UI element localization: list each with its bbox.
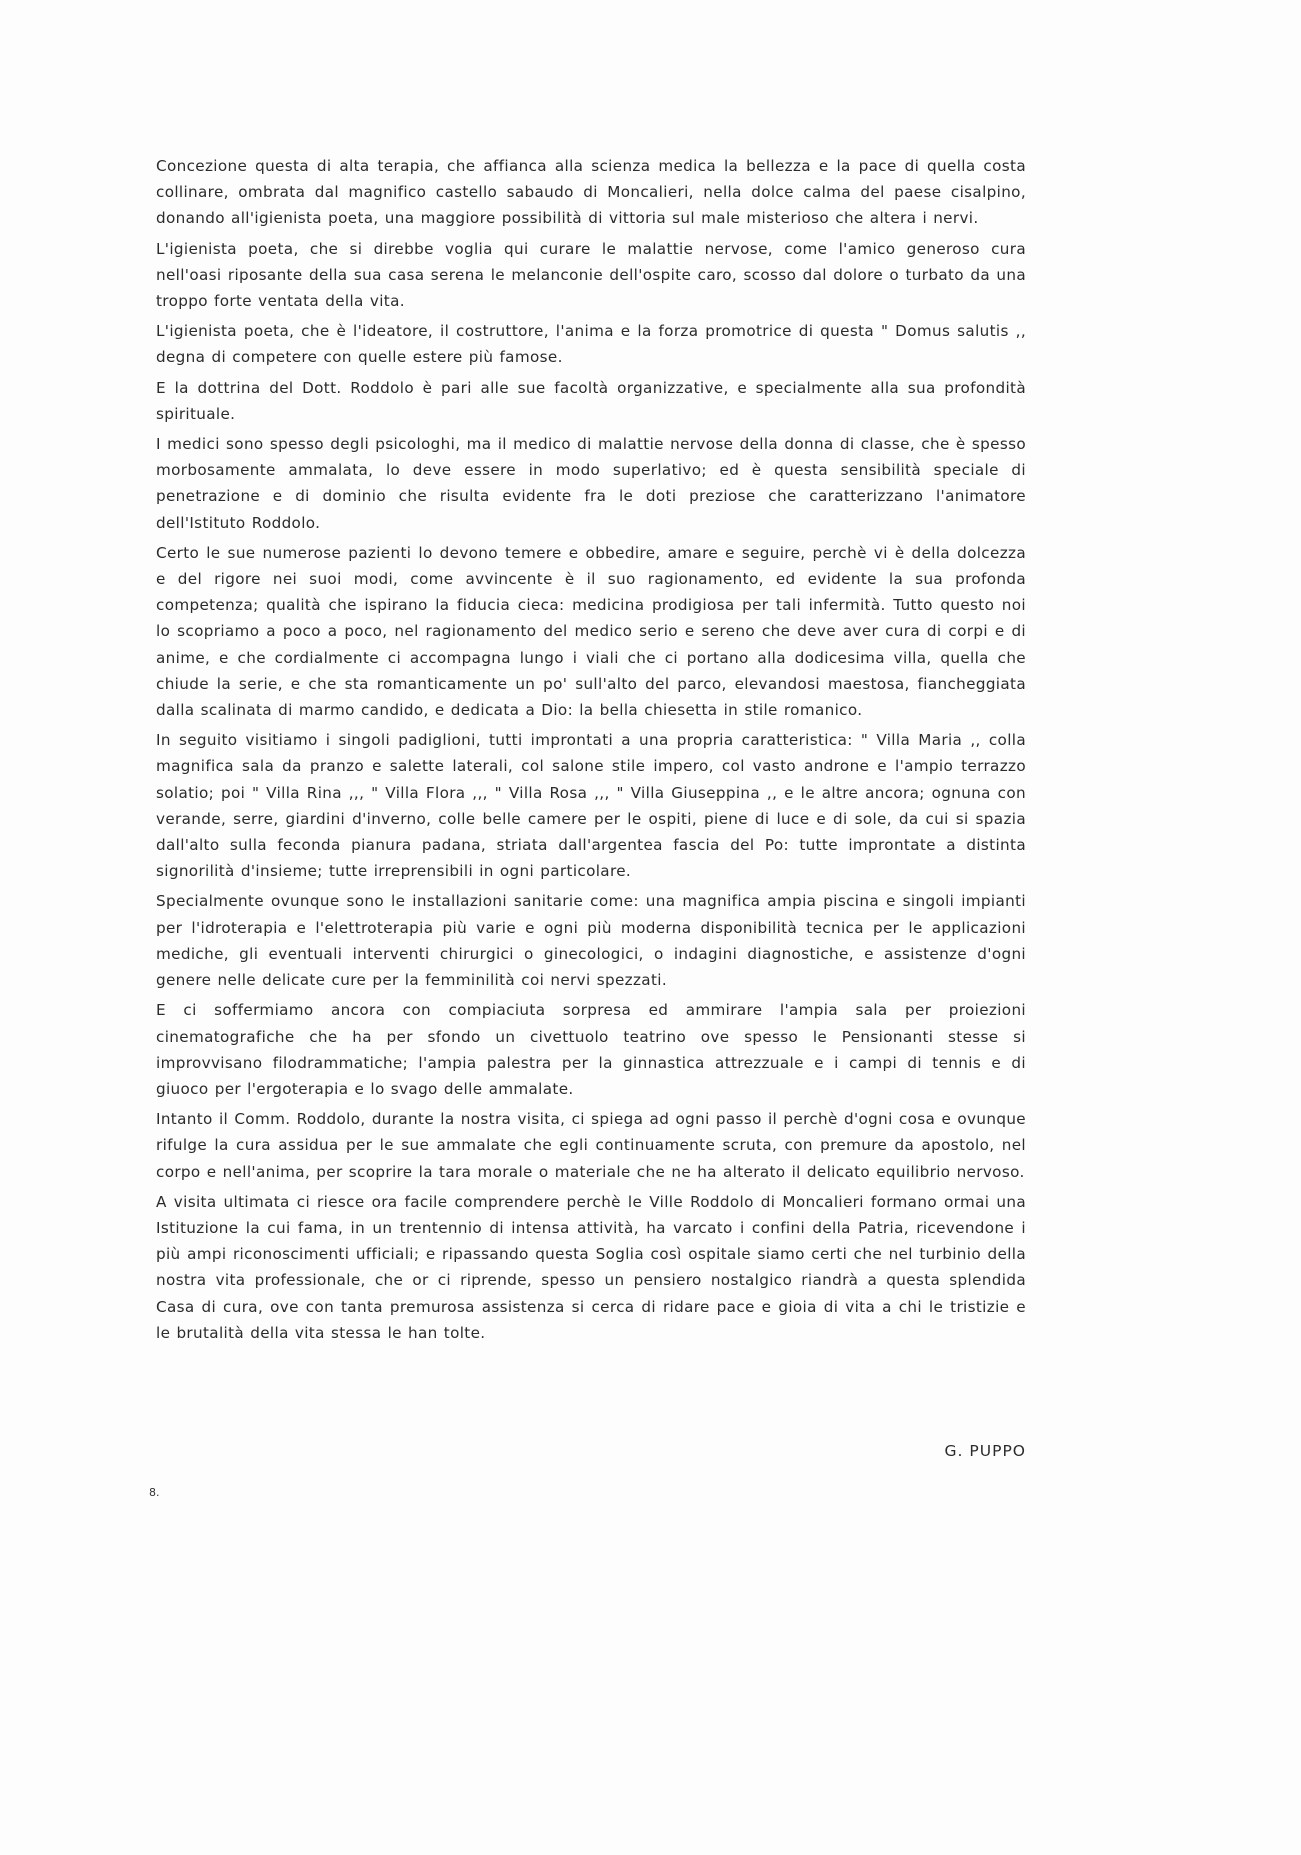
paragraph-10: Intanto il Comm. Roddolo, durante la nostra visita, ci spiega ad ogni passo il perchè d'ogni cosa e ovunque rifulge la cura assidua per le sue ammalate che egli continuamente scruta, con premure da apostolo, nel corpo e nell'anima, per scoprire la tara morale o materiale che ne ha alterato il delicato equilibrio nervoso. xyxy=(156,1110,1026,1181)
page-number: 8. xyxy=(149,1486,160,1499)
paragraph-3: L'igienista poeta, che è l'ideatore, il costruttore, l'anima e la forza promotrice di questa " Domus salutis ,, degna di competere con quelle estere più famose. xyxy=(156,322,1026,367)
paragraph-9: E ci soffermiamo ancora con compiaciuta sorpresa ed ammirare l'ampia sala per proiezioni cinematografiche che ha per sfondo un civettuolo teatrino ove spesso le Pensionanti stesse si improvvisano filodrammatiche; l'ampia palestra per la ginnastica attrezzuale e i campi di tennis e di giuoco per l'ergoterapia e lo svago delle ammalate. xyxy=(156,1001,1026,1098)
paragraph-8: Specialmente ovunque sono le installazioni sanitarie come: una magnifica ampia piscina e singoli impianti per l'idroterapia e l'elettroterapia più varie e ogni più moderna disponibilità tecnica per le applicazioni mediche, gli eventuali interventi chirurgici o ginecologici, o indagini diagnostiche, e assistenze d'ogni genere nelle delicate cure per la femminilità coi nervi spezzati. xyxy=(156,892,1026,990)
paragraph-11: A visita ultimata ci riesce ora facile comprendere perchè le Ville Roddolo di Moncalieri formano ormai una Istituzione la cui fama, in un trentennio di intensa attività, ha varcato i confini della Patria, ricevendone i più ampi riconoscimenti ufficiali; e ripassando questa Soglia così ospitale siamo certi che nel turbinio della nostra vita professionale, che or ci riprende, spesso un pensiero nostalgico riandrà a questa splendida Casa di cura, ove con tanta premurosa assistenza si cerca di ridare pace e gioia di vita a chi le tristizie e le brutalità della vita stessa le han tolte. xyxy=(156,1192,1026,1342)
article-body xyxy=(156,153,1026,1350)
paragraph-4: E la dottrina del Dott. Roddolo è pari alle sue facoltà organizzative, e specialmente alla sua profondità spirituale. xyxy=(156,378,1026,423)
paragraph-1: Concezione questa di alta terapia, che affianca alla scienza medica la bellezza e la pace di quella costa collinare, ombrata dal magnifico castello sabaudo di Moncalieri, nella dolce calma del paese cisalpino, donando all'igienista poeta, una maggiore possibilità di vittoria sul male misterioso che altera i nervi. xyxy=(156,157,1026,228)
paragraph-2: L'igienista poeta, che si direbbe voglia qui curare le malattie nervose, come l'amico generoso cura nell'oasi riposante della sua casa serena le melanconie dell'ospite caro, scosso dal dolore o turbato da una troppo forte ventata della vita. xyxy=(156,239,1026,311)
paragraph-7: In seguito visitiamo i singoli padiglioni, tutti improntati a una propria caratteristica: " Villa Maria ,, colla magnifica sala da pranzo e salette laterali, col salone stile impero, col vasto androne e l'ampio terrazzo solatio; poi " Villa Rina ,,, " Villa Flora ,,, " Villa Rosa ,,, " Villa Giuseppina ,, e le altre ancora; ognuna con verande, serre, giardini d'inverno, colle belle camere per le ospiti, piene di luce e di sole, da cui si spazia dall'alto sulla feconda pianura padana, striata dall'argentea fascia del Po: tutte improntate a distinta signorilità d'insieme; tutte irreprensibili in ogni particolare. xyxy=(156,731,1026,881)
paragraph-6: Certo le sue numerose pazienti lo devono temere e obbedire, amare e seguire, perchè vi è della dolcezza e del rigore nei suoi modi, come avvincente è il suo ragionamento, ed evidente la sua profonda competenza; qualità che ispirano la fiducia cieca: medicina prodigiosa per tali infermità. Tutto questo noi lo scopriamo a poco a poco, nel ragionamento del medico serio e sereno che deve aver cura di corpi e di anime, e che cordialmente ci accompagna lungo i viali che ci portano alla dodicesima villa, quella che chiude la serie, e che sta romanticamente un po' sull'alto del parco, elevandosi maestosa, fiancheggiata dalla scalinata di marmo candido, e dedicata a Dio: la bella chiesetta in stile romanico. xyxy=(156,543,1026,720)
author-signature: G. PUPPO xyxy=(944,1442,1026,1460)
paragraph-5: I medici sono spesso degli psicologhi, ma il medico di malattie nervose della donna di classe, che è spesso morbosamente ammalata, lo deve essere in modo superlativo; ed è questa sensibilità speciale di penetrazione e di dominio che risulta evidente fra le doti preziose che caratterizzano l'animatore dell'Istituto Roddolo. xyxy=(156,435,1026,532)
